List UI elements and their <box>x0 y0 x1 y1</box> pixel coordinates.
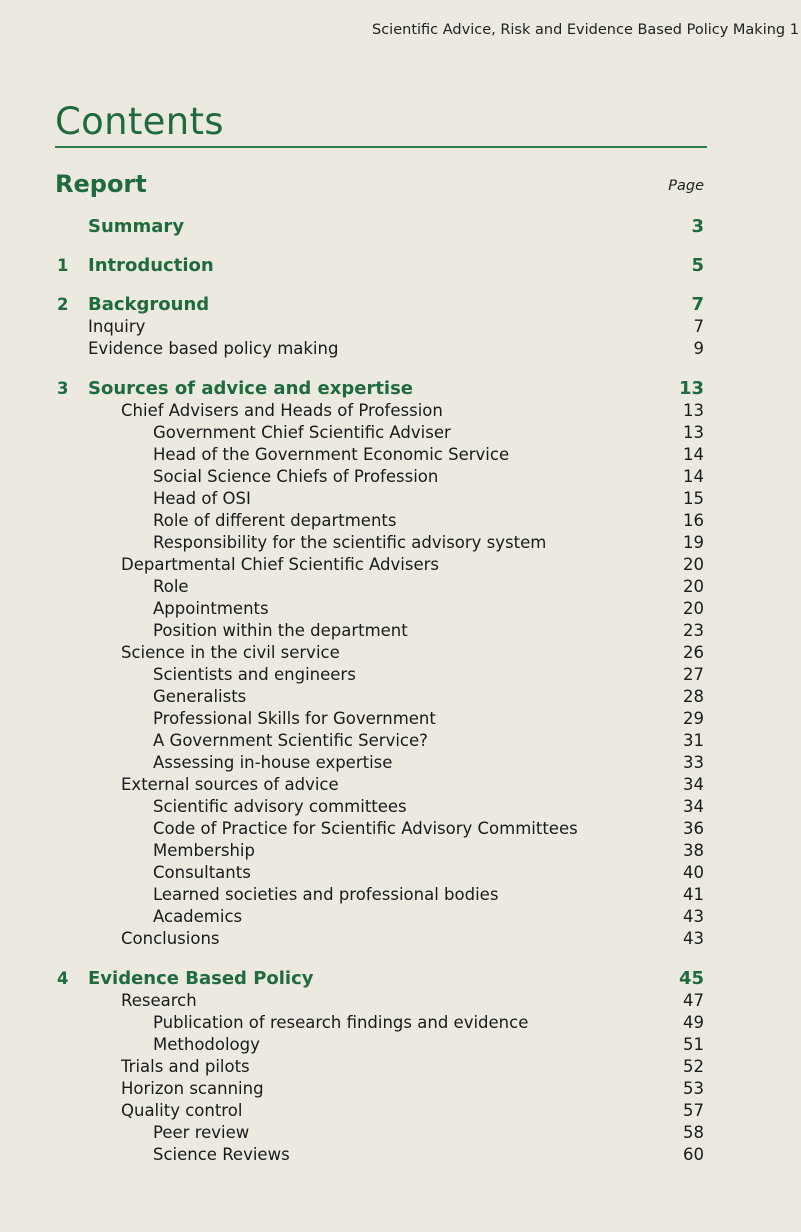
toc-page-number: 52 <box>683 1057 704 1076</box>
toc-entry-title: Role of different departments <box>153 511 397 530</box>
toc-entry <box>0 338 801 360</box>
toc-entry-title: A Government Scientific Service? <box>153 731 428 750</box>
toc-entry <box>0 1078 801 1100</box>
toc-entry-title: Conclusions <box>121 929 220 948</box>
toc-entry-title: Evidence based policy making <box>88 339 339 358</box>
contents-title: Contents <box>55 100 224 143</box>
toc-entry <box>0 554 801 576</box>
toc-entry <box>0 686 801 708</box>
toc-entry <box>0 466 801 488</box>
toc-entry <box>0 598 801 620</box>
toc-entry <box>0 400 801 422</box>
toc-page-number: 7 <box>693 317 704 336</box>
toc-entry-title: Head of the Government Economic Service <box>153 445 510 464</box>
toc-page-number: 41 <box>683 885 704 904</box>
toc-page-number: 29 <box>683 709 704 728</box>
toc-page-number: 20 <box>683 555 704 574</box>
toc-entry-title: Assessing in-house expertise <box>153 753 393 772</box>
toc-page-number: 49 <box>683 1013 704 1032</box>
toc-entry <box>0 796 801 818</box>
toc-entry <box>0 1144 801 1166</box>
toc-entry <box>0 316 801 338</box>
toc-entry <box>0 378 801 400</box>
toc-entry-title: Trials and pilots <box>121 1057 250 1076</box>
toc-page-number: 13 <box>683 423 704 442</box>
toc-page-number: 53 <box>683 1079 704 1098</box>
toc-entry-title: Code of Practice for Scientific Advisory Committees <box>153 819 578 838</box>
toc-page-number: 20 <box>683 599 704 618</box>
toc-entry-title: Position within the department <box>153 621 408 640</box>
toc-page-number: 26 <box>683 643 704 662</box>
toc-page-number: 19 <box>683 533 704 552</box>
toc-entry-title: Academics <box>153 907 243 926</box>
toc-entry <box>0 862 801 884</box>
toc-page-number: 58 <box>683 1123 704 1142</box>
toc-entry <box>0 774 801 796</box>
toc-entry-title: Introduction <box>88 255 214 276</box>
toc-page-number: 51 <box>683 1035 704 1054</box>
toc-entry-title: Membership <box>153 841 255 860</box>
toc-page-number: 43 <box>683 907 704 926</box>
toc-entry <box>0 752 801 774</box>
title-divider <box>55 146 707 148</box>
toc-entry <box>0 990 801 1012</box>
toc-page-number: 13 <box>678 378 704 399</box>
toc-entry-title: Publication of research findings and evidence <box>153 1013 529 1032</box>
toc-entry <box>0 884 801 906</box>
toc-page-number: 43 <box>683 929 704 948</box>
toc-page-number: 47 <box>683 991 704 1010</box>
toc-page-number: 5 <box>691 255 704 276</box>
toc-entry-title: Peer review <box>153 1123 250 1142</box>
toc-entry-title: Summary <box>88 216 185 237</box>
toc-entry-title: Professional Skills for Government <box>153 709 436 728</box>
toc-entry <box>0 1012 801 1034</box>
toc-entry-title: Learned societies and professional bodies <box>153 885 499 904</box>
toc-section-number: 1 <box>57 256 69 275</box>
toc-entry <box>0 294 801 316</box>
toc-entry-title: Methodology <box>153 1035 260 1054</box>
toc-page-number: 31 <box>683 731 704 750</box>
toc-entry <box>0 664 801 686</box>
toc-entry-title: Departmental Chief Scientific Advisers <box>121 555 440 574</box>
toc-entry-title: Social Science Chiefs of Profession <box>153 467 439 486</box>
toc-entry <box>0 620 801 642</box>
toc-entry-title: Generalists <box>153 687 247 706</box>
toc-entry <box>0 818 801 840</box>
toc-page-number: 36 <box>683 819 704 838</box>
toc-entry-title: Background <box>88 294 210 315</box>
toc-page-number: 57 <box>683 1101 704 1120</box>
toc-entry <box>0 488 801 510</box>
toc-entry-title: Evidence Based Policy <box>88 968 314 989</box>
toc-section-number: 3 <box>57 379 69 398</box>
toc-entry-title: Responsibility for the scientific advisory system <box>153 533 547 552</box>
toc-entry <box>0 532 801 554</box>
toc-entry-title: Inquiry <box>88 317 146 336</box>
toc-page-number: 7 <box>691 294 704 315</box>
toc-entry <box>0 928 801 950</box>
toc-entry <box>0 840 801 862</box>
toc-entry-title: Sources of advice and expertise <box>88 378 414 399</box>
toc-entry <box>0 968 801 990</box>
toc-page-number: 40 <box>683 863 704 882</box>
running-header: Scientific Advice, Risk and Evidence Based Policy Making 1 <box>372 22 799 38</box>
toc-section-number: 4 <box>57 969 69 988</box>
toc-page-number: 28 <box>683 687 704 706</box>
toc-entry <box>0 1122 801 1144</box>
toc-page-number: 27 <box>683 665 704 684</box>
toc-entry-title: Science in the civil service <box>121 643 340 662</box>
toc-page-number: 34 <box>683 775 704 794</box>
toc-entry <box>0 1034 801 1056</box>
toc-entry <box>0 255 801 277</box>
toc-entry-title: Quality control <box>121 1101 243 1120</box>
toc-page-number: 23 <box>683 621 704 640</box>
toc-entry-title: Horizon scanning <box>121 1079 264 1098</box>
toc-entry-title: Science Reviews <box>153 1145 290 1164</box>
toc-page-number: 3 <box>691 216 704 237</box>
toc-entry <box>0 906 801 928</box>
toc-page-number: 9 <box>693 339 704 358</box>
toc-entry-title: Role <box>153 577 189 596</box>
toc-page-number: 15 <box>683 489 704 508</box>
toc-entry <box>0 576 801 598</box>
toc-entry-title: External sources of advice <box>121 775 339 794</box>
toc-entry <box>0 1056 801 1078</box>
toc-page-number: 14 <box>683 445 704 464</box>
toc-entry <box>0 510 801 532</box>
toc-entry-title: Consultants <box>153 863 251 882</box>
toc-entry <box>0 730 801 752</box>
toc-page-number: 33 <box>683 753 704 772</box>
toc-entry-title: Head of OSI <box>153 489 251 508</box>
toc-entry <box>0 216 801 238</box>
report-heading: Report <box>55 170 147 198</box>
toc-entry-title: Scientific advisory committees <box>153 797 407 816</box>
toc-page-number: 34 <box>683 797 704 816</box>
toc-page-number: 60 <box>683 1145 704 1164</box>
toc-page-number: 38 <box>683 841 704 860</box>
toc-page-number: 16 <box>683 511 704 530</box>
page-column-heading: Page <box>668 178 704 194</box>
toc-entry <box>0 708 801 730</box>
toc-entry-title: Government Chief Scientific Adviser <box>153 423 451 442</box>
toc-page-number: 20 <box>683 577 704 596</box>
toc-entry <box>0 1100 801 1122</box>
toc-entry-title: Appointments <box>153 599 269 618</box>
toc-page-number: 14 <box>683 467 704 486</box>
toc-entry <box>0 422 801 444</box>
toc-entry <box>0 642 801 664</box>
toc-section-number: 2 <box>57 295 69 314</box>
toc-page-number: 13 <box>683 401 704 420</box>
toc-entry-title: Chief Advisers and Heads of Profession <box>121 401 443 420</box>
toc-entry <box>0 444 801 466</box>
toc-entry-title: Scientists and engineers <box>153 665 356 684</box>
toc-page-number: 45 <box>678 968 704 989</box>
toc-entry-title: Research <box>121 991 197 1010</box>
